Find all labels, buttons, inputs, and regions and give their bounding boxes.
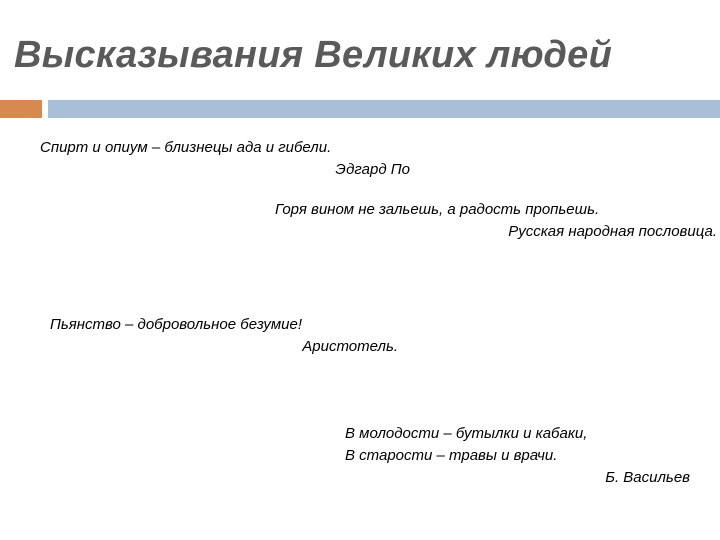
quote-author: Аристотель.	[302, 338, 398, 355]
quote-author: Русская народная пословица.	[508, 223, 717, 240]
slide-title: Высказывания Великих людей	[14, 34, 613, 76]
quote-block-aristotle	[50, 314, 410, 358]
quote-author: Б. Васильев	[605, 469, 690, 486]
quote-text: Горя вином не зальешь, а радость пропьешь.	[275, 201, 600, 218]
title-divider-accent	[0, 100, 42, 118]
quote-text: В молодости – бутылки и кабаки,	[345, 425, 588, 442]
quote-block-proverb	[275, 199, 720, 243]
quote-text: Пьянство – добровольное безумие!	[50, 316, 302, 333]
quote-text: В старости – травы и врачи.	[345, 447, 558, 464]
quote-block-vasiliev	[345, 423, 690, 489]
title-divider-bar	[48, 100, 720, 118]
quote-author: Эдгард По	[335, 161, 410, 178]
quote-text: Спирт и опиум – близнецы ада и гибели.	[40, 139, 332, 156]
quote-block-poe	[40, 137, 420, 181]
